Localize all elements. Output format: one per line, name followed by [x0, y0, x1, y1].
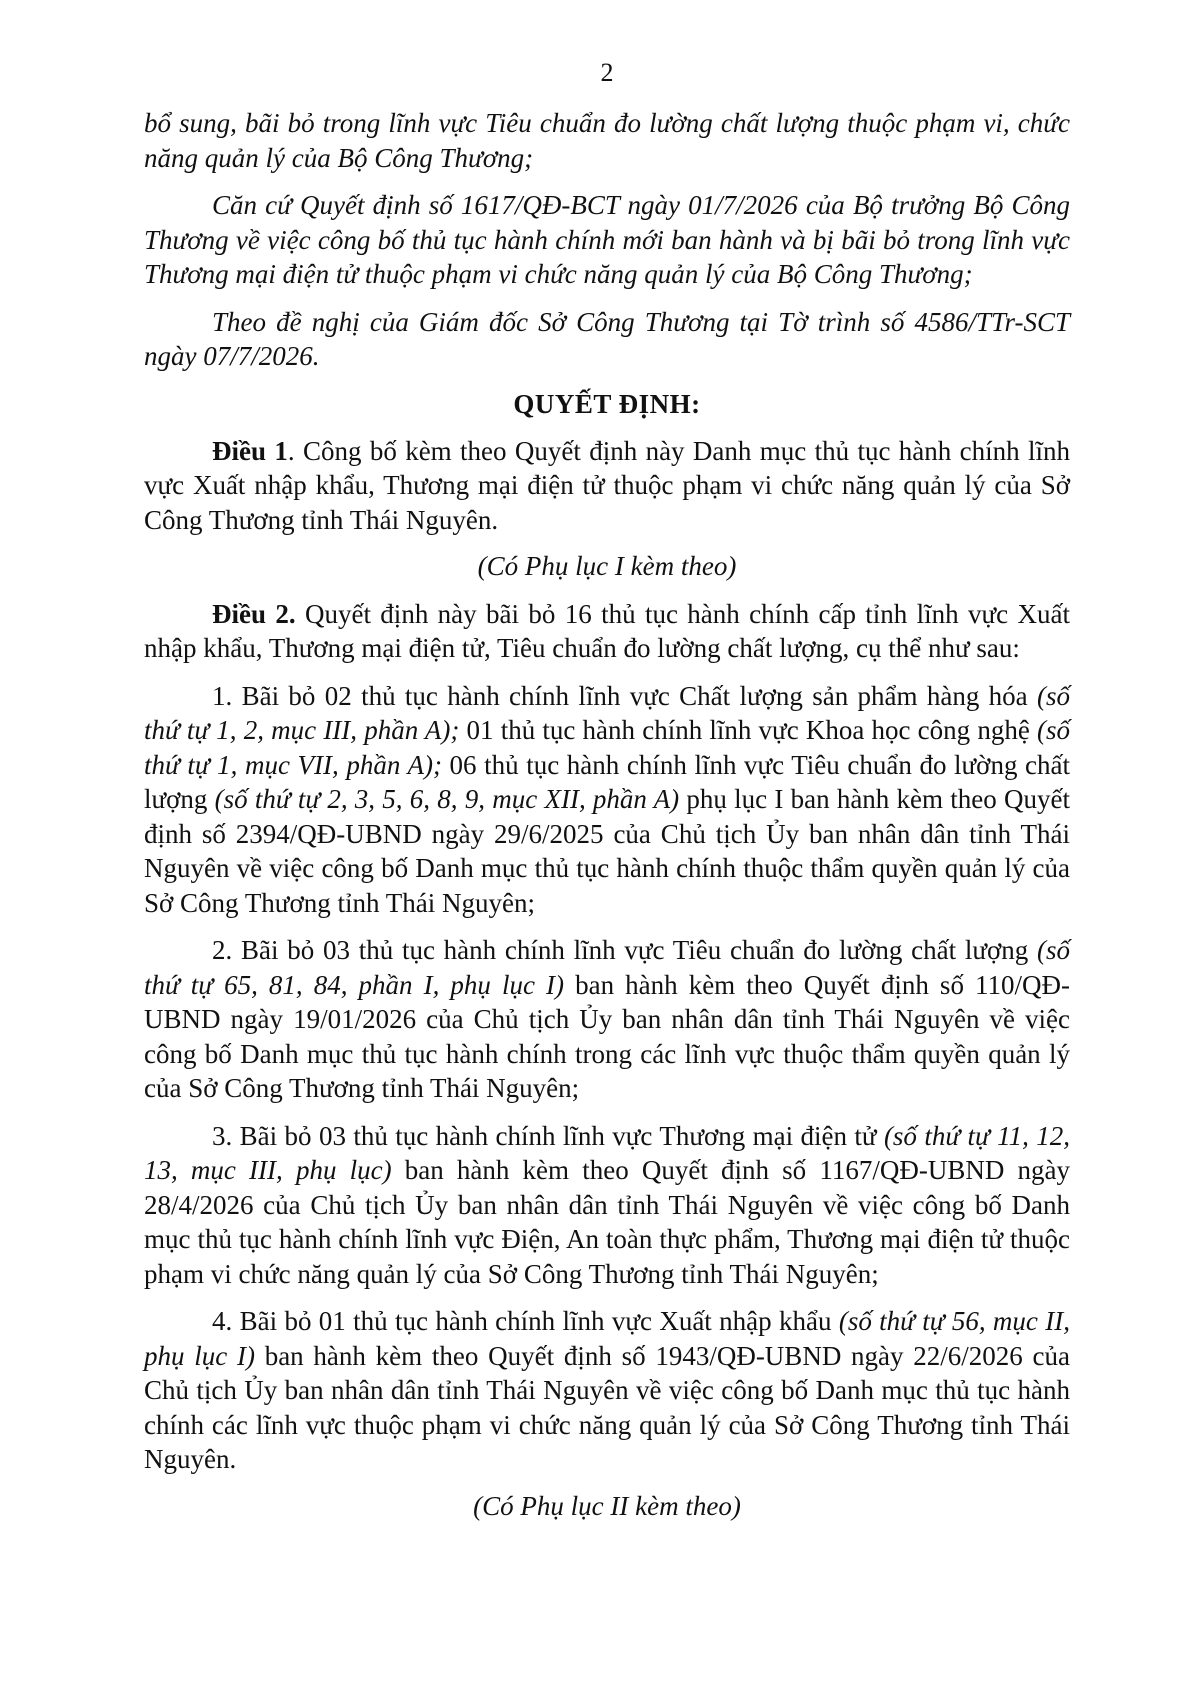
item-3-ref: (số thứ tự 11, 12, 13, mục III, phụ lục) — [144, 1120, 1070, 1185]
item-1-text-a: 1. Bãi bỏ 02 thủ tục hành chính lĩnh vực Chất lượng sản phẩm hàng hóa — [212, 680, 1037, 711]
article-2-label: Điều 2. — [212, 598, 296, 629]
article-1-label: Điều 1 — [212, 435, 288, 466]
item-2-text-a: 2. Bãi bỏ 03 thủ tục hành chính lĩnh vực Tiêu chuẩn đo lường chất lượng — [212, 935, 1037, 965]
item-1-text-d: phụ lục I ban hành kèm theo Quyết định số 2394/QĐ-UBND ngày 29/6/2025 của Chủ tịch Ủy ban nhân dân tỉnh Thái Nguyên về việc công bố Danh mục thủ tục hành chính thuộc thẩm quyền quản lý của Sở Công Thương tỉnh Thái Nguyên; — [144, 784, 1070, 918]
article-2-item-2 — [144, 933, 1070, 1106]
article-2-item-4 — [144, 1304, 1070, 1477]
decision-heading: QUYẾT ĐỊNH: — [513, 388, 701, 419]
item-1-ref-c: (số thứ tự 2, 3, 5, 6, 8, 9, mục XII, phần A) — [214, 784, 680, 814]
item-4-text-a: 4. Bãi bỏ 01 thủ tục hành chính lĩnh vực Xuất nhập khẩu — [212, 1306, 839, 1336]
item-3-text-b: ban hành kèm theo Quyết định số 1167/QĐ-UBND ngày 28/4/2026 của Chủ tịch Ủy ban nhân dân tỉnh Thái Nguyên về việc công bố Danh mục thủ tục hành chính lĩnh vực Điện, An toàn thực phẩm, Thương mại điện tử thuộc phạm vi chức năng quản lý của Sở Công Thương tỉnh Thái Nguyên; — [144, 1155, 1070, 1289]
article-2-text: Quyết định này bãi bỏ 16 thủ tục hành chính cấp tỉnh lĩnh vực Xuất nhập khẩu, Thương mại điện tử, Tiêu chuẩn đo lường chất lượng, cụ thể như sau: — [144, 598, 1070, 663]
item-2-text-b: ban hành kèm theo Quyết định số 110/QĐ-UBND ngày 19/01/2026 của Chủ tịch Ủy ban nhân dân tỉnh Thái Nguyên về việc công bố Danh mục thủ tục hành chính trong các lĩnh vực thuộc thẩm quyền quản lý của Sở Công Thương tỉnh Thái Nguyên; — [144, 969, 1070, 1103]
item-1-text-b: 01 thủ tục hành chính lĩnh vực Khoa học công nghệ — [459, 715, 1037, 745]
preamble-continuation: bổ sung, bãi bỏ trong lĩnh vực Tiêu chuẩn đo lường chất lượng thuộc phạm vi, chức năng quản lý của Bộ Công Thương; — [144, 108, 1070, 173]
item-1-ref-b: (số thứ tự 1, mục VII, phần A); — [144, 715, 1070, 780]
article-2-item-3 — [144, 1119, 1070, 1292]
article-2 — [144, 597, 1070, 666]
item-1-ref-a: (số thứ tự 1, 2, mục III, phần A); — [144, 680, 1070, 745]
item-4-ref: (số thứ tự 56, mục II, phụ lục I) — [144, 1306, 1070, 1371]
article-1-text: . Công bố kèm theo Quyết định này Danh mục thủ tục hành chính lĩnh vực Xuất nhập khẩu, Thương mại điện tử thuộc phạm vi chức năng quản lý của Sở Công Thương tỉnh Thái Nguyên. — [144, 435, 1070, 535]
item-3-text-a: 3. Bãi bỏ 03 thủ tục hành chính lĩnh vực Thương mại điện tử — [212, 1120, 884, 1151]
item-4-text-b: ban hành kèm theo Quyết định số 1943/QĐ-UBND ngày 22/6/2026 của Chủ tịch Ủy ban nhân dân tỉnh Thái Nguyên về việc công bố Danh mục thủ tục hành chính các lĩnh vực thuộc phạm vi chức năng quản lý của Sở Công Thương tỉnh Thái Nguyên. — [144, 1340, 1070, 1474]
basis-decision-1617: Căn cứ Quyết định số 1617/QĐ-BCT ngày 01/7/2026 của Bộ trưởng Bộ Công Thương về việc công bố thủ tục hành chính mới ban hành và bị bãi bỏ trong lĩnh vực Thương mại điện tử thuộc phạm vi chức năng quản lý của Bộ Công Thương; — [144, 190, 1070, 289]
appendix-1-note: (Có Phụ lục I kèm theo) — [477, 551, 737, 581]
item-2-ref: (số thứ tự 65, 81, 84, phần I, phụ lục I) — [144, 935, 1070, 1000]
appendix-2-note: (Có Phụ lục II kèm theo) — [473, 1490, 741, 1521]
article-1 — [144, 434, 1070, 538]
page-number: 2 — [600, 58, 614, 87]
item-1-text-c: 06 thủ tục hành chính lĩnh vực Tiêu chuẩn đo lường chất lượng — [144, 749, 1071, 814]
article-2-item-1 — [144, 679, 1070, 921]
proposal-paragraph: Theo đề nghị của Giám đốc Sở Công Thương tại Tờ trình số 4586/TTr-SCT ngày 07/7/2026. — [144, 306, 1070, 371]
